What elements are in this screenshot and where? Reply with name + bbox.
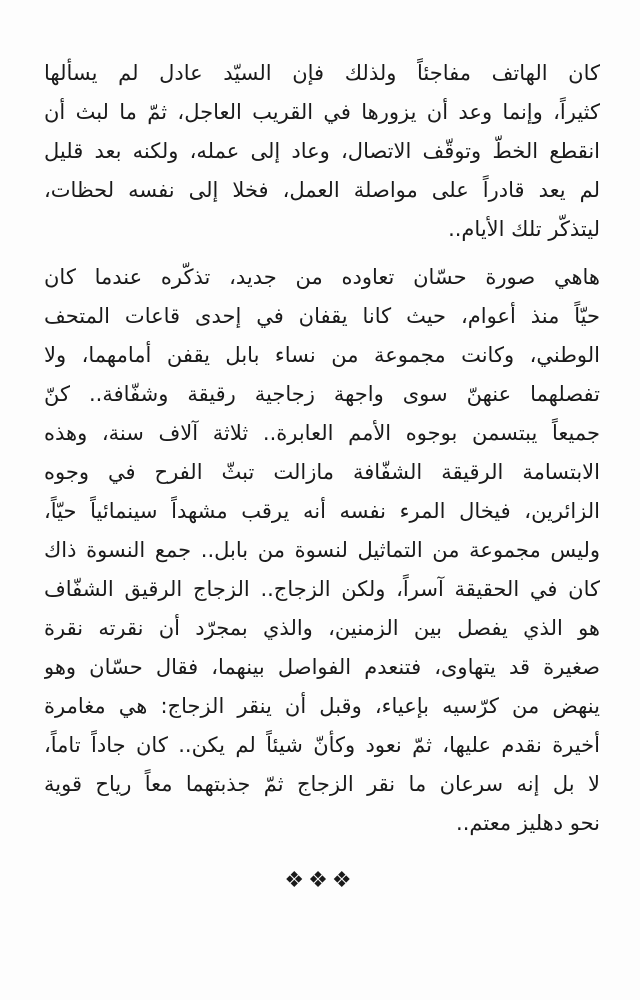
text-line: جميعاً يبتسمن بوجوه الأمم العابرة.. ثلاثة آلاف سنة، وهذه [44,421,600,445]
text-line: ليتذكّر تلك الأيام.. [448,217,600,241]
paragraph-2 [44,258,600,843]
text-line: صغيرة قد يتهاوى، فتنعدم الفواصل بينهما، فقال حسّان وهو [44,655,600,679]
text-line: تفصلهما عنهنّ سوى واجهة زجاجية رقيقة وشفّافة.. كنّ [44,382,600,406]
text-line: هاهي صورة حسّان تعاوده من جديد، تذكّره عندما كان [44,265,600,289]
text-line: أخيرة نقدم عليها، ثمّ نعود وكأنّ شيئاً لم يكن.. كان جاداً تاماً، [44,733,600,757]
paragraph-1 [44,54,600,249]
text-line: ينهض من كرّسيه بإعياء، وقبل أن ينقر الزجاج: هي مغامرة [44,694,600,718]
text-line: الوطني، وكانت مجموعة من نساء بابل يقفن أمامهما، ولا [44,343,600,367]
text-line: نحو دهليز معتم.. [456,811,600,835]
text-line: كثيراً، وإنما وعد أن يزورها في القريب العاجل، ثمّ ما لبث أن [44,100,600,124]
text-line: كان في الحقيقة آسراً، ولكن الزجاج.. الزجاج الرقيق الشفّاف [44,577,600,601]
text-line: هو الذي يفصل بين الزمنين، والذي بمجرّد أن نقرته نقرة [44,616,600,640]
text-line: حيّاً منذ أعوام، حيث كانا يقفان في إحدى قاعات المتحف [44,304,600,328]
text-line: لم يعد قادراً على مواصلة العمل، فخلا إلى نفسه لحظات، [44,178,600,202]
text-line: كان الهاتف مفاجئاً ولذلك فإن السيّد عادل لم يسألها [44,61,600,85]
text-line: لا بل إنه سرعان ما نقر الزجاج ثمّ جذبتهما معاً رياح قوية [44,772,600,796]
text-line: الزائرين، فيخال المرء نفسه أنه يرقب مشهداً سينمائياً حيّاً، [44,499,600,523]
text-line: انقطع الخطّ وتوقّف الاتصال، وعاد إلى عمله، ولكنه بعد قليل [44,139,600,163]
section-divider-ornament: ❖❖❖ [284,868,356,893]
text-line: الابتسامة الرقيقة الشفّافة مازالت تبثّ الفرح في وجوه [44,460,600,484]
text-line: وليس مجموعة من التماثيل لنسوة من بابل.. جمع النسوة ذاك [44,538,600,562]
